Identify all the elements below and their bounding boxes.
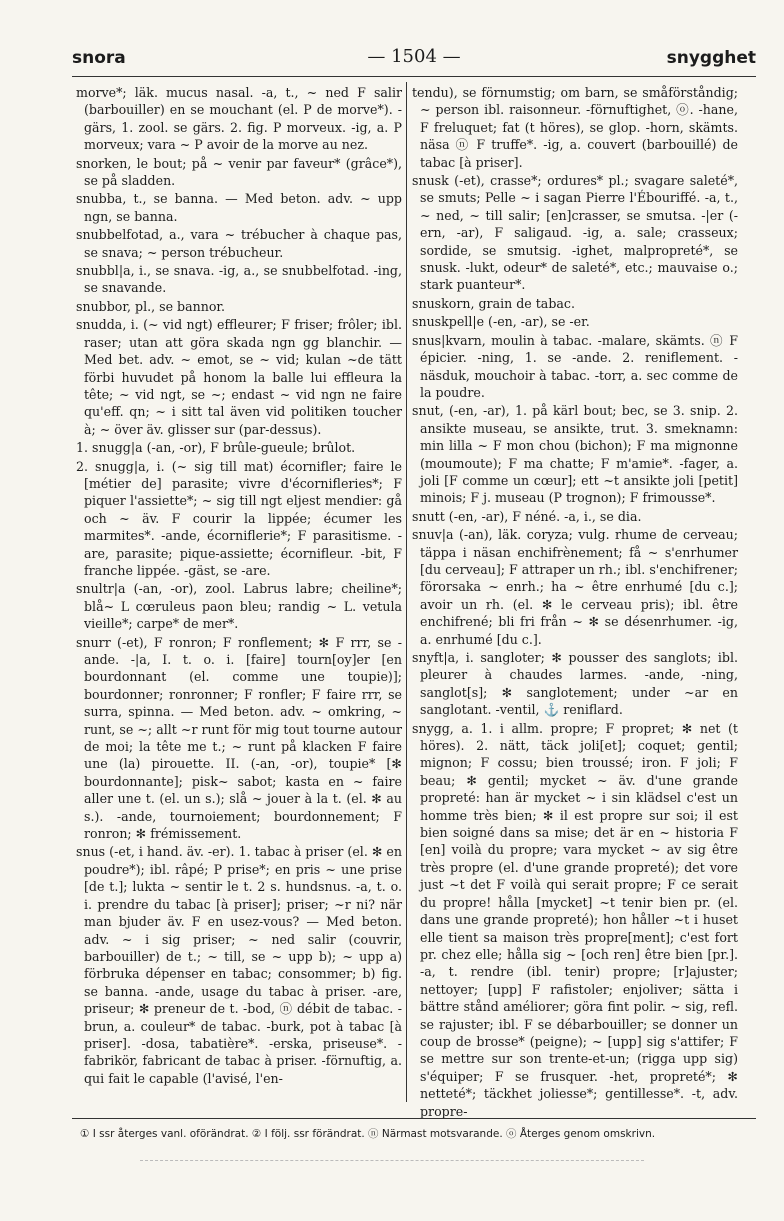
entry: snubbelfotad, a., vara ~ trébucher à chaque pas, se snava; ~ person trébucheur. (76, 227, 402, 260)
entry: snubbor, pl., se bannor. (76, 298, 226, 314)
entry: morve*; läk. mucus nasal. -a, t., ~ ned F salir (barbouiller) en se mouchant (el. P de morve*). -gärs, 1. zool. se gärs. 2. fig. P morveux. -ig, a. P morveux; vara ~ P avoir de la morve au nez. (76, 85, 402, 153)
entry: snusk (-et), crasse*; ordures* pl.; svagare saleté*, se smuts; Pelle ~ i sagan Pierre l'Ébouriffé. -a, t., ~ ned, ~ till salir; [en]crasser, se smutsa. -|er (-ern, -ar), F saligaud. -ig, a. sale; crasseux; sordide, se smutsig. -ighet, malpropreté*, se snusk. -lukt, odeur* de saleté*, etc.; mauvaise o.; stark puanteur*. (412, 173, 738, 293)
entry: 1. snugg|a (-an, -or), F brûle-gueule; brûlot. (76, 440, 356, 456)
entry: snurr (-et), F ronron; F ronflement; ✻ F rrr, se -ande. -|a, I. t. o. i. [faire] tourn[oy]er [en bourdonnant (el. comme une toupie)]; bourdonner; ronronner; F ronfler; F faire rrr, se surra, spinna. — Med beton. adv. ~ omkring, ~ runt, se ~; allt ~r runt för mig tout tourne autour de moi; la tête me t.; ~ runt på klacken F faire une (la) pirouette. II. (-an, -or), toupie* [✻ bourdonnante]; pisk~ sabot; kasta en ~ faire aller une t. (el. un s.); slå ~ jouer à la t. (el. ✻ au s.). -ande, tournoiement; bourdonnement; F ronron; ✻ frémissement. (76, 634, 402, 842)
entry: snus (-et, i hand. äv. -er). 1. tabac à priser (el. ✻ en poudre*); ibl. râpé; P prise*; en pris ~ une prise [de t.]; lukta ~ sentir le t. 2 s. hundsnus. -a, t. o. i. prendre du tabac [à priser]; priser; ~r ni? när man bjuder äv. F en usez-vous? — Med beton. adv. ~ i sig priser; ~ ned salir (couvrir, barbouiller) de t.; ~ till, se ~ upp b); ~ upp a) förbruka dépenser en tabac; consommer; b) fig. se banna. -ande, usage du tabac à priser. -are, priseur; ✻ preneur de t. -bod, ⓝ débit de tabac. -brun, a. couleur* de tabac. -burk, pot à tabac [à priser]. -dosa, tabatière*. -erska, priseuse*. -fabrikör, fabricant de tabac à priser. -förnuftig, a. qui fait le capable (l'avisé, l'en- (76, 844, 402, 1086)
page-number: — 1504 — (367, 46, 461, 67)
bottom-divider (140, 1160, 644, 1161)
page-header (72, 44, 756, 74)
entry: 2. snugg|a, i. (~ sig till mat) écornifler; faire le [métier de] parasite; vivre d'écornifleries*; F piquer l'assiette*; ~ sig till ngt eljest mendier: gå och ~ äv. F courir la lippée; écumer les marmites*. -ande, écorniflerie*; F parasitisme. -are, parasite; pique-assiette; écornifleur. -bit, F franche lippée. -gäst, se -are. (76, 458, 402, 578)
entry: snudda, i. (~ vid ngt) effleurer; F friser; frôler; ibl. raser; utan att göra skada ngn gg blanchir. — Med bet. adv. ~ emot, se ~ vid; kulan ~de tätt förbi huvudet på honom la balle lui effleura la tête; ~ vid ngt, se ~; endast ~ vid ngn ne faire qu'eff. qn; ~ i sitt tal även vid politiken toucher à; ~ över äv. glisser sur (par-dessus). (76, 317, 402, 437)
footer-rule (72, 1118, 756, 1119)
entry: snuv|a (-an), läk. coryza; vulg. rhume de cerveau; täppa i näsan enchifrènement; få ~ s'enrhumer [du cerveau]; F attraper un rh.; ibl. s'enchifrener; förorsaka ~ enrh.; ha ~ être enrhumé [du c.]; avoir un rh. (el. ✻ le cerveau pris); ibl. être enchifrené; bli fri från ~ ✻ se désenrhumer. -ig, a. enrhumé [du c.]. (412, 527, 738, 647)
guide-word-left: snora (72, 48, 126, 68)
footnote-legend: ① I ssr återges vanl. oförändrat. ② I följ. ssr förändrat. ⓝ Närmast motsvarande. ⓞ Återges genom omskrivn. (80, 1128, 656, 1140)
left-column (76, 84, 402, 1104)
entry: snuskpell|e (-en, -ar), se -er. (412, 314, 590, 330)
entry: snubba, t., se banna. — Med beton. adv. ~ upp ngn, se banna. (76, 191, 402, 224)
entry: snuskorn, grain de tabac. (412, 295, 575, 311)
entry: snubbl|a, i., se snava. -ig, a., se snubbelfotad. -ing, se snavande. (76, 263, 402, 296)
column-divider (406, 82, 407, 1102)
entry: snygg, a. 1. i allm. propre; F propret; ✻ net (t höres). 2. nätt, täck joli[et]; coquet; gentil; mignon; F cossu; bien troussé; iron. F joli; F beau; ✻ gentil; mycket ~ äv. d'une grande propreté: han är mycket ~ i sin klädsel c'est un homme très bien; ✻ il est propre sur soi; il est bien soigné dans sa mise; det är en ~ historia F [en] voilà du propre; vara mycket ~ av sig être très propre (el. d'une grande propreté); det vore just ~t det F voilà qui serait propre; F ce serait du propre! hålla [mycket] ~t tenir bien pr. (el. dans une grande propreté); hon håller ~t i huset elle tient sa maison très propre[ment]; c'est fort pr. chez elle; hålla sig ~ [och ren] être bien [pr.]. -a, t. rendre (ibl. tenir) propre; [r]ajuster; nettoyer; [upp] F rafistoler; enjoliver; sätta i bättre stånd améliorer; göra fint polir. ~ sig, refl. se rajuster; ibl. F se débarbouiller; se donner un coup de brosse* (peigne); ~ [upp] sig s'attifer; F se mettre sur son trente-et-un; (rigga upp sig) s'équiper; F se frusquer. -het, propreté*; ✻ netteté*; täckhet joliesse*; gentillesse*. -t, adv. propre- (412, 720, 738, 1119)
header-rule (72, 76, 756, 77)
guide-word-right: snygghet (666, 48, 756, 68)
entry: snus|kvarn, moulin à tabac. -malare, skämts. ⓝ F épicier. -ning, 1. se -ande. 2. reniflement. -näsduk, mouchoir à tabac. -torr, a. sec comme de la poudre. (412, 332, 738, 400)
entry: snorken, le bout; på ~ venir par faveur* (grâce*), se på sladden. (76, 155, 402, 189)
entry: snut, (-en, -ar), 1. på kärl bout; bec, se 3. snip. 2. ansikte museau, se ansikte, trut. 3. smeknamn: min lilla ~ F mon chou (bichon); F ma mignonne (moumoute); F ma chatte; F m'amie*. -fager, a. joli [F comme un cœur]; ett ~t ansikte joli [petit] minois; F j. museau (P trognon); F frimousse*. (412, 403, 738, 506)
entry: snutt (-en, -ar), F néné. -a, i., se dia. (412, 508, 642, 524)
entry: snultr|a (-an, -or), zool. Labrus labre; cheiline*; blå~ L cœruleus paon bleu; randig ~ L. vetula vieille*; carpe* de mer*. (76, 581, 402, 632)
entry: snyft|a, i. sangloter; ✻ pousser des sanglots; ibl. pleurer à chaudes larmes. -ande, -ning, sanglot[s]; ✻ sanglotement; under ~ar en sanglotant. -ventil, ⚓ reniflard. (412, 650, 738, 718)
entry: tendu), se förnumstig; om barn, se småförståndig; ~ person ibl. raisonneur. -förnuftighet, ⓞ. -hane, F freluquet; fat (t höres), se glop. -horn, skämts. näsa ⓝ F truffe*. -ig, a. couvert (barbouillé) de tabac [à priser]. (412, 85, 738, 170)
right-column (412, 84, 738, 1119)
